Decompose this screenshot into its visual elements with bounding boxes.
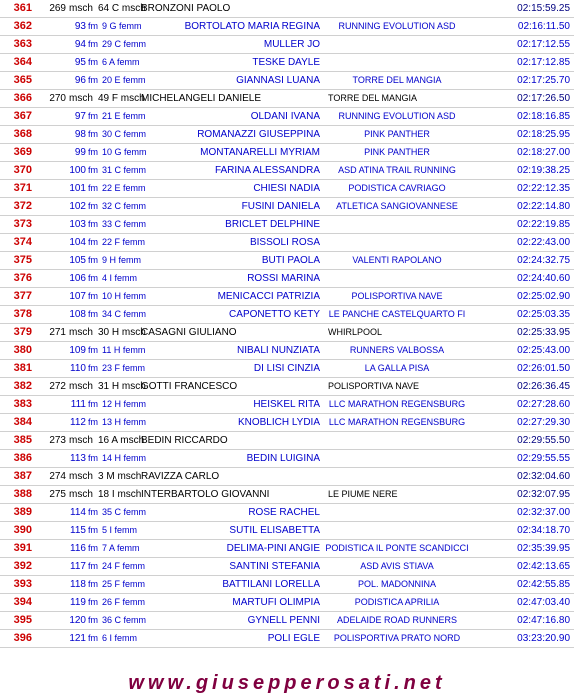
gender-rank-cell: 116	[70, 543, 86, 554]
position-cell: 382	[13, 380, 32, 392]
result-row	[0, 558, 574, 576]
category-cell: 13 H femm	[102, 417, 147, 427]
position-cell: 384	[13, 416, 32, 428]
position-cell: 395	[13, 614, 32, 626]
finish-time-cell: 02:27:28.60	[517, 399, 570, 410]
category-cell: 4 I femm	[102, 273, 138, 283]
gender-unit-cell: msch	[69, 471, 93, 482]
athlete-name-cell: CHIESI NADIA	[253, 183, 320, 194]
position-cell: 364	[13, 56, 32, 68]
gender-rank-cell: 121	[69, 633, 86, 644]
category-cell: 36 C femm	[102, 615, 147, 625]
position-cell: 378	[13, 308, 32, 320]
finish-time-cell: 02:47:03.40	[517, 597, 570, 608]
gender-unit-cell: fm	[88, 39, 98, 49]
athlete-name-cell: MONTANARELLI MYRIAM	[200, 147, 320, 158]
finish-time-cell: 02:18:27.00	[517, 147, 570, 158]
gender-unit-cell: msch	[69, 489, 93, 500]
result-row	[0, 216, 574, 234]
athlete-name-cell: BRICLET DELPHINE	[225, 219, 320, 230]
finish-time-cell: 02:35:39.95	[517, 543, 570, 554]
result-row	[0, 72, 574, 90]
position-cell: 386	[13, 452, 32, 464]
athlete-name-cell: MENICACCI PATRIZIA	[217, 291, 320, 302]
category-cell: 32 C femm	[102, 201, 147, 211]
category-cell: 9 H femm	[102, 255, 142, 265]
gender-rank-cell: 99	[74, 147, 86, 158]
athlete-name-cell: BISSOLI ROSA	[249, 237, 320, 248]
gender-rank-cell: 274	[49, 471, 66, 482]
category-cell: 11 H femm	[102, 345, 146, 355]
position-cell: 371	[13, 182, 32, 194]
position-cell: 373	[13, 218, 32, 230]
team-cell: PODISTICA CAVRIAGO	[348, 183, 446, 193]
gender-rank-cell: 106	[69, 273, 86, 284]
category-cell: 22 F femm	[102, 237, 146, 247]
category-cell: 16 A msch	[98, 435, 145, 446]
finish-time-cell: 02:32:07.95	[517, 489, 570, 500]
athlete-name-cell: ROMANAZZI GIUSEPPINA	[197, 129, 320, 140]
athlete-name-cell: INTERBARTOLO GIOVANNI	[141, 489, 270, 500]
athlete-name-cell: ROSE RACHEL	[248, 507, 320, 518]
gender-rank-cell: 273	[49, 435, 66, 446]
category-cell: 6 A femm	[102, 57, 140, 67]
position-cell: 393	[13, 578, 32, 590]
athlete-name-cell: GYNELL PENNI	[247, 615, 320, 626]
position-cell: 391	[13, 542, 32, 554]
gender-rank-cell: 120	[69, 615, 86, 626]
result-row	[0, 576, 574, 594]
position-cell: 389	[13, 506, 32, 518]
gender-rank-cell: 118	[70, 579, 86, 590]
gender-rank-cell: 275	[49, 489, 66, 500]
gender-unit-cell: fm	[88, 597, 98, 607]
position-cell: 387	[13, 470, 32, 482]
position-cell: 363	[13, 38, 32, 50]
gender-unit-cell: fm	[88, 237, 98, 247]
category-cell: 25 F femm	[102, 579, 146, 589]
position-cell: 365	[13, 74, 32, 86]
category-cell: 35 C femm	[102, 507, 147, 517]
gender-rank-cell: 95	[74, 57, 86, 68]
gender-rank-cell: 93	[74, 21, 86, 32]
gender-rank-cell: 114	[70, 507, 86, 518]
gender-unit-cell: fm	[88, 183, 98, 193]
finish-time-cell: 03:23:20.90	[517, 633, 570, 644]
result-row	[0, 468, 574, 486]
athlete-name-cell: SUTIL ELISABETTA	[229, 525, 320, 536]
finish-time-cell: 02:47:16.80	[517, 615, 570, 626]
finish-time-cell: 02:25:03.35	[517, 309, 570, 320]
finish-time-cell: 02:17:25.70	[517, 75, 570, 86]
gender-rank-cell: 115	[70, 525, 86, 536]
athlete-name-cell: POLI EGLE	[267, 633, 320, 644]
category-cell: 26 F femm	[102, 597, 146, 607]
gender-unit-cell: fm	[88, 57, 98, 67]
team-cell: VALENTI RAPOLANO	[352, 255, 442, 265]
team-cell: TORRE DEL MANGIA	[328, 93, 418, 103]
finish-time-cell: 02:29:55.55	[517, 453, 570, 464]
gender-unit-cell: fm	[88, 21, 98, 31]
gender-rank-cell: 101	[69, 183, 86, 194]
athlete-name-cell: DELIMA-PINI ANGIE	[226, 543, 320, 554]
athlete-name-cell: BRONZONI PAOLO	[141, 3, 231, 14]
gender-unit-cell: fm	[88, 129, 98, 139]
position-cell: 367	[13, 110, 32, 122]
team-cell: POLISPORTIVA NAVE	[328, 381, 420, 391]
gender-unit-cell: msch	[69, 93, 93, 104]
athlete-name-cell: GOTTI FRANCESCO	[141, 381, 238, 392]
athlete-name-cell: MARTUFI OLIMPIA	[232, 597, 320, 608]
gender-unit-cell: fm	[88, 561, 98, 571]
finish-time-cell: 02:19:38.25	[517, 165, 570, 176]
gender-rank-cell: 103	[69, 219, 86, 230]
category-cell: 22 E femm	[102, 183, 146, 193]
result-row	[0, 144, 574, 162]
gender-unit-cell: fm	[88, 201, 98, 211]
team-cell: TORRE DEL MANGIA	[352, 75, 442, 85]
team-cell: POLISPORTIVA PRATO NORD	[333, 633, 461, 643]
result-row	[0, 414, 574, 432]
category-cell: 10 G femm	[102, 147, 147, 157]
athlete-name-cell: BORTOLATO MARIA REGINA	[184, 21, 320, 32]
result-row	[0, 450, 574, 468]
result-row	[0, 432, 574, 450]
category-cell: 31 H msch	[98, 381, 146, 392]
position-cell: 385	[13, 434, 32, 446]
finish-time-cell: 02:32:04.60	[517, 471, 570, 482]
gender-unit-cell: fm	[88, 165, 98, 175]
category-cell: 64 C msch	[98, 3, 146, 14]
category-cell: 30 C femm	[102, 129, 147, 139]
position-cell: 374	[13, 236, 32, 248]
finish-time-cell: 02:29:55.50	[517, 435, 570, 446]
athlete-name-cell: CAPONETTO KETY	[229, 309, 320, 320]
category-cell: 3 M msch	[98, 471, 142, 482]
athlete-name-cell: DI LISI CINZIA	[253, 363, 320, 374]
gender-unit-cell: fm	[88, 453, 98, 463]
gender-rank-cell: 269	[49, 3, 66, 14]
team-cell: WHIRLPOOL	[328, 327, 383, 337]
position-cell: 381	[13, 362, 32, 374]
category-cell: 14 H femm	[102, 453, 147, 463]
category-cell: 33 C femm	[102, 219, 147, 229]
gender-rank-cell: 119	[70, 597, 86, 608]
finish-time-cell: 02:25:02.90	[517, 291, 570, 302]
gender-unit-cell: fm	[88, 345, 98, 355]
position-cell: 376	[13, 272, 32, 284]
team-cell: RUNNERS VALBOSSA	[349, 345, 445, 355]
gender-rank-cell: 107	[69, 291, 86, 302]
result-row	[0, 126, 574, 144]
result-row	[0, 306, 574, 324]
gender-unit-cell: fm	[88, 75, 98, 85]
finish-time-cell: 02:22:12.35	[517, 183, 570, 194]
gender-rank-cell: 110	[70, 363, 86, 374]
position-cell: 392	[13, 560, 32, 572]
finish-time-cell: 02:26:01.50	[517, 363, 570, 374]
result-row	[0, 504, 574, 522]
gender-rank-cell: 113	[70, 453, 86, 464]
position-cell: 390	[13, 524, 32, 536]
team-cell: POL. MADONNINA	[357, 579, 436, 589]
position-cell: 362	[13, 20, 32, 32]
finish-time-cell: 02:22:14.80	[517, 201, 570, 212]
finish-time-cell: 02:42:55.85	[517, 579, 570, 590]
team-cell: LLC MARATHON REGENSBURG	[328, 399, 466, 409]
athlete-name-cell: FUSINI DANIELA	[241, 201, 320, 212]
result-row	[0, 594, 574, 612]
gender-unit-cell: msch	[69, 381, 93, 392]
position-cell: 375	[13, 254, 32, 266]
category-cell: 21 E femm	[102, 111, 146, 121]
athlete-name-cell: BATTILANI LORELLA	[222, 579, 320, 590]
finish-time-cell: 02:15:59.25	[517, 3, 570, 14]
category-cell: 18 I msch	[98, 489, 142, 500]
category-cell: 23 F femm	[102, 363, 146, 373]
athlete-name-cell: OLDANI IVANA	[250, 111, 320, 122]
gender-rank-cell: 100	[69, 165, 86, 176]
gender-rank-cell: 109	[69, 345, 86, 356]
team-cell: RUNNING EVOLUTION ASD	[338, 111, 456, 121]
athlete-name-cell: HEISKEL RITA	[253, 399, 320, 410]
result-row	[0, 486, 574, 504]
gender-rank-cell: 108	[69, 309, 86, 320]
position-cell: 366	[13, 92, 32, 104]
result-row	[0, 252, 574, 270]
gender-unit-cell: fm	[88, 615, 98, 625]
position-cell: 377	[13, 290, 32, 302]
category-cell: 34 C femm	[102, 309, 147, 319]
category-cell: 12 H femm	[102, 399, 147, 409]
gender-rank-cell: 272	[49, 381, 66, 392]
finish-time-cell: 02:24:32.75	[517, 255, 570, 266]
finish-time-cell: 02:27:29.30	[517, 417, 570, 428]
result-row	[0, 270, 574, 288]
team-cell: LE PIUME NERE	[328, 489, 398, 499]
team-cell: ADELAIDE ROAD RUNNERS	[336, 615, 458, 625]
gender-unit-cell: fm	[88, 273, 98, 283]
gender-unit-cell: fm	[88, 147, 98, 157]
gender-unit-cell: fm	[88, 219, 98, 229]
gender-rank-cell: 117	[70, 561, 86, 572]
team-cell: ASD AVIS STIAVA	[360, 561, 434, 571]
result-row	[0, 234, 574, 252]
result-row	[0, 612, 574, 630]
position-cell: 369	[13, 146, 32, 158]
gender-rank-cell: 271	[49, 327, 66, 338]
position-cell: 388	[13, 488, 32, 500]
athlete-name-cell: TESKE DAYLE	[252, 57, 320, 68]
athlete-name-cell: CASAGNI GIULIANO	[141, 327, 237, 338]
finish-time-cell: 02:25:43.00	[517, 345, 570, 356]
position-cell: 383	[13, 398, 32, 410]
gender-unit-cell: fm	[88, 291, 98, 301]
finish-time-cell: 02:17:12.85	[517, 57, 570, 68]
athlete-name-cell: FARINA ALESSANDRA	[214, 165, 320, 176]
result-row	[0, 0, 574, 18]
category-cell: 20 E femm	[102, 75, 146, 85]
gender-rank-cell: 102	[69, 201, 86, 212]
result-row	[0, 36, 574, 54]
finish-time-cell: 02:32:37.00	[517, 507, 570, 518]
position-cell: 380	[13, 344, 32, 356]
finish-time-cell: 02:26:36.45	[517, 381, 570, 392]
team-cell: PINK PANTHER	[364, 147, 430, 157]
finish-time-cell: 02:25:33.95	[517, 327, 570, 338]
team-cell: PODISTICA APRILIA	[354, 597, 440, 607]
gender-unit-cell: msch	[69, 3, 93, 14]
gender-rank-cell: 97	[74, 111, 86, 122]
position-cell: 396	[13, 632, 32, 644]
gender-unit-cell: fm	[88, 363, 98, 373]
athlete-name-cell: NIBALI NUNZIATA	[237, 345, 320, 356]
gender-rank-cell: 96	[74, 75, 86, 86]
category-cell: 31 C femm	[102, 165, 147, 175]
gender-unit-cell: fm	[88, 309, 98, 319]
position-cell: 372	[13, 200, 32, 212]
athlete-name-cell: BEDIN RICCARDO	[141, 435, 228, 446]
athlete-name-cell: MULLER JO	[263, 39, 320, 50]
gender-rank-cell: 104	[69, 237, 86, 248]
category-cell: 49 F msch	[98, 93, 145, 104]
result-row	[0, 342, 574, 360]
gender-unit-cell: fm	[88, 579, 98, 589]
finish-time-cell: 02:22:43.00	[517, 237, 570, 248]
category-cell: 7 A femm	[102, 543, 140, 553]
finish-time-cell: 02:17:12.55	[517, 39, 570, 50]
result-row	[0, 522, 574, 540]
result-row	[0, 378, 574, 396]
result-row	[0, 90, 574, 108]
gender-unit-cell: fm	[88, 543, 98, 553]
result-row	[0, 360, 574, 378]
gender-unit-cell: fm	[88, 633, 98, 643]
result-row	[0, 396, 574, 414]
result-row	[0, 630, 574, 648]
team-cell: ATLETICA SANGIOVANNESE	[336, 201, 458, 211]
finish-time-cell: 02:18:16.85	[517, 111, 570, 122]
athlete-name-cell: SANTINI STEFANIA	[229, 561, 320, 572]
athlete-name-cell: BEDIN LUIGINA	[246, 453, 320, 464]
athlete-name-cell: BUTI PAOLA	[261, 255, 320, 266]
category-cell: 24 F femm	[102, 561, 146, 571]
team-cell: LLC MARATHON REGENSBURG	[328, 417, 466, 427]
position-cell: 370	[13, 164, 32, 176]
gender-rank-cell: 270	[49, 93, 66, 104]
result-row	[0, 162, 574, 180]
team-cell: PODISTICA IL PONTE SCANDICCI	[325, 543, 469, 553]
finish-time-cell: 02:18:25.95	[517, 129, 570, 140]
category-cell: 10 H femm	[102, 291, 147, 301]
team-cell: RUNNING EVOLUTION ASD	[338, 21, 456, 31]
finish-time-cell: 02:42:13.65	[517, 561, 570, 572]
gender-unit-cell: msch	[69, 327, 93, 338]
category-cell: 29 C femm	[102, 39, 147, 49]
team-cell: ASD ATINA TRAIL RUNNING	[338, 165, 456, 175]
athlete-name-cell: ROSSI MARINA	[247, 273, 320, 284]
gender-rank-cell: 94	[74, 39, 86, 50]
result-row	[0, 54, 574, 72]
position-cell: 379	[13, 326, 32, 338]
category-cell: 5 I femm	[102, 525, 138, 535]
team-cell: LA GALLA PISA	[364, 363, 430, 373]
gender-rank-cell: 112	[70, 417, 86, 428]
athlete-name-cell: GIANNASI LUANA	[236, 75, 320, 86]
category-cell: 6 I femm	[102, 633, 138, 643]
gender-unit-cell: fm	[88, 255, 98, 265]
team-cell: PINK PANTHER	[364, 129, 430, 139]
result-row	[0, 180, 574, 198]
gender-unit-cell: fm	[88, 525, 98, 535]
finish-time-cell: 02:17:26.50	[517, 93, 570, 104]
result-row	[0, 324, 574, 342]
result-row	[0, 288, 574, 306]
result-row	[0, 108, 574, 126]
team-cell: POLISPORTIVA NAVE	[351, 291, 443, 301]
athlete-name-cell: KNOBLICH LYDIA	[237, 417, 320, 428]
gender-rank-cell: 98	[74, 129, 86, 140]
position-cell: 368	[13, 128, 32, 140]
gender-unit-cell: msch	[69, 435, 93, 446]
result-row	[0, 198, 574, 216]
result-row	[0, 18, 574, 36]
category-cell: 9 G femm	[102, 21, 142, 31]
gender-rank-cell: 105	[69, 255, 86, 266]
gender-rank-cell: 111	[70, 399, 86, 410]
team-cell: LE PANCHE CASTELQUARTO FI	[328, 309, 466, 319]
website-footer: www.giusepperosati.net	[128, 672, 446, 694]
athlete-name-cell: MICHELANGELI DANIELE	[141, 93, 262, 104]
gender-unit-cell: fm	[88, 507, 98, 517]
athlete-name-cell: RAVIZZA CARLO	[141, 471, 220, 482]
position-cell: 394	[13, 596, 32, 608]
finish-time-cell: 02:22:19.85	[517, 219, 570, 230]
gender-unit-cell: fm	[88, 417, 98, 427]
gender-unit-cell: fm	[88, 111, 98, 121]
finish-time-cell: 02:16:11.50	[517, 21, 570, 32]
category-cell: 30 H msch	[98, 327, 146, 338]
gender-unit-cell: fm	[88, 399, 98, 409]
finish-time-cell: 02:34:18.70	[517, 525, 570, 536]
finish-time-cell: 02:24:40.60	[517, 273, 570, 284]
position-cell: 361	[13, 2, 32, 14]
result-row	[0, 540, 574, 558]
